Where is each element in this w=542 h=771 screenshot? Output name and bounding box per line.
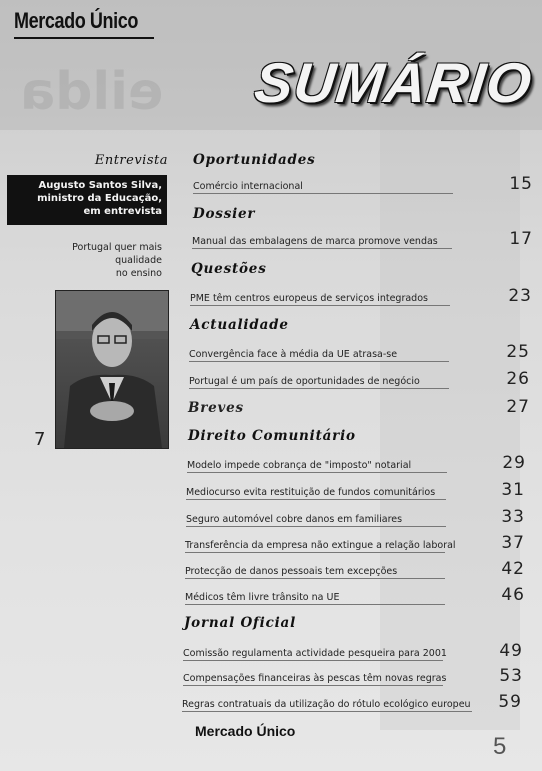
toc-row-breves[interactable] <box>188 397 530 417</box>
toc-label: PME têm centros europeus de serviços integrados <box>190 293 428 304</box>
toc-label: Comércio internacional <box>193 181 303 192</box>
toc-label: Compensações financeiras às pescas têm novas regras <box>183 673 447 684</box>
header-brand: Mercado Único <box>14 8 138 33</box>
toc-row[interactable] <box>189 371 530 389</box>
background-lettering: eilda <box>20 62 164 122</box>
toc-page: 29 <box>502 453 526 473</box>
toc-row[interactable] <box>182 694 522 712</box>
toc-page: 25 <box>506 342 530 362</box>
toc-rule <box>189 388 449 389</box>
toc-label: Transferência da empresa não extingue a relação laboral <box>185 540 456 551</box>
toc-rule <box>187 472 447 473</box>
toc-rule <box>182 711 472 712</box>
note-line: no ensino <box>115 268 162 279</box>
section-actualidade: Actualidade <box>190 317 289 333</box>
toc-row[interactable] <box>192 231 533 249</box>
toc-page: 59 <box>498 692 522 712</box>
toc-page: 37 <box>501 533 525 553</box>
toc-row[interactable] <box>185 561 525 579</box>
toc-row[interactable] <box>185 587 525 605</box>
toc-row[interactable] <box>183 668 523 686</box>
section-jornal-oficial: Jornal Oficial <box>184 615 297 631</box>
section-breves: Breves <box>188 400 244 416</box>
highlight-line: em entrevista <box>83 206 162 217</box>
page-number: 5 <box>493 733 507 760</box>
toc-label: Protecção de danos pessoais tem excepções <box>185 566 398 577</box>
note-line: Portugal quer mais <box>72 242 162 253</box>
toc-row[interactable] <box>185 535 525 553</box>
toc-row[interactable] <box>183 643 523 661</box>
toc-page: 23 <box>508 286 532 306</box>
toc-label: Médicos têm livre trânsito na UE <box>185 592 340 603</box>
toc-label: Comissão regulamenta actividade pesqueira para 2001 <box>183 648 447 659</box>
toc-label: Seguro automóvel cobre danos em familiares <box>186 514 403 525</box>
highlight-line: Augusto Santos Silva, <box>38 180 162 191</box>
toc-rule <box>189 361 449 362</box>
toc-rule <box>185 604 445 605</box>
section-dossier: Dossier <box>193 206 256 222</box>
toc-rule <box>186 499 446 500</box>
toc-page: 27 <box>506 397 530 417</box>
toc-row[interactable] <box>186 482 525 500</box>
page-title: SUMÁRIO <box>251 51 536 114</box>
toc-rule <box>183 660 443 661</box>
toc-rule <box>185 578 445 579</box>
toc-row[interactable] <box>193 176 533 194</box>
interview-photo[interactable] <box>55 290 169 449</box>
toc-label: Mediocurso evita restituição de fundos comunitários <box>186 487 436 498</box>
toc-page: 53 <box>499 666 523 686</box>
toc-page: 49 <box>499 641 523 661</box>
toc-page: 46 <box>501 585 525 605</box>
highlight-line: ministro da Educação, <box>37 193 162 204</box>
toc-label: Regras contratuais da utilização do rótulo ecológico europeu <box>182 699 471 710</box>
toc-label: Manual das embalagens de marca promove vendas <box>192 236 438 247</box>
toc-row[interactable] <box>189 344 530 362</box>
toc-page: 42 <box>501 559 525 579</box>
toc-row[interactable] <box>187 455 526 473</box>
toc-label: Portugal é um país de oportunidades de negócio <box>189 376 420 387</box>
header-rule <box>14 37 154 39</box>
toc-row[interactable] <box>190 288 532 306</box>
toc-rule <box>183 685 443 686</box>
portrait-illustration <box>56 291 168 448</box>
toc-page: 15 <box>509 174 533 194</box>
sidebar-highlight-box[interactable] <box>7 175 167 225</box>
toc-rule <box>186 526 446 527</box>
toc-rule <box>193 193 453 194</box>
toc-page: 31 <box>501 480 525 500</box>
section-oportunidades: Oportunidades <box>193 152 316 168</box>
note-line: qualidade <box>115 255 162 266</box>
toc-row[interactable] <box>186 509 525 527</box>
sidebar-note <box>60 241 162 280</box>
toc-label: Modelo impede cobrança de "imposto" notarial <box>187 460 412 471</box>
toc-page: 26 <box>506 369 530 389</box>
section-questoes: Questões <box>191 261 267 277</box>
section-direito-comunitario: Direito Comunitário <box>188 428 356 444</box>
toc-rule <box>190 305 450 306</box>
toc-page: 33 <box>501 507 525 527</box>
interview-page-ref: 7 <box>34 429 46 450</box>
toc-rule <box>185 552 445 553</box>
sidebar-section-label: Entrevista <box>94 153 168 168</box>
footer-brand: Mercado Único <box>195 723 296 739</box>
toc-label: Convergência face à média da UE atrasa-se <box>189 349 398 360</box>
toc-rule <box>192 248 452 249</box>
toc-page: 17 <box>509 229 533 249</box>
